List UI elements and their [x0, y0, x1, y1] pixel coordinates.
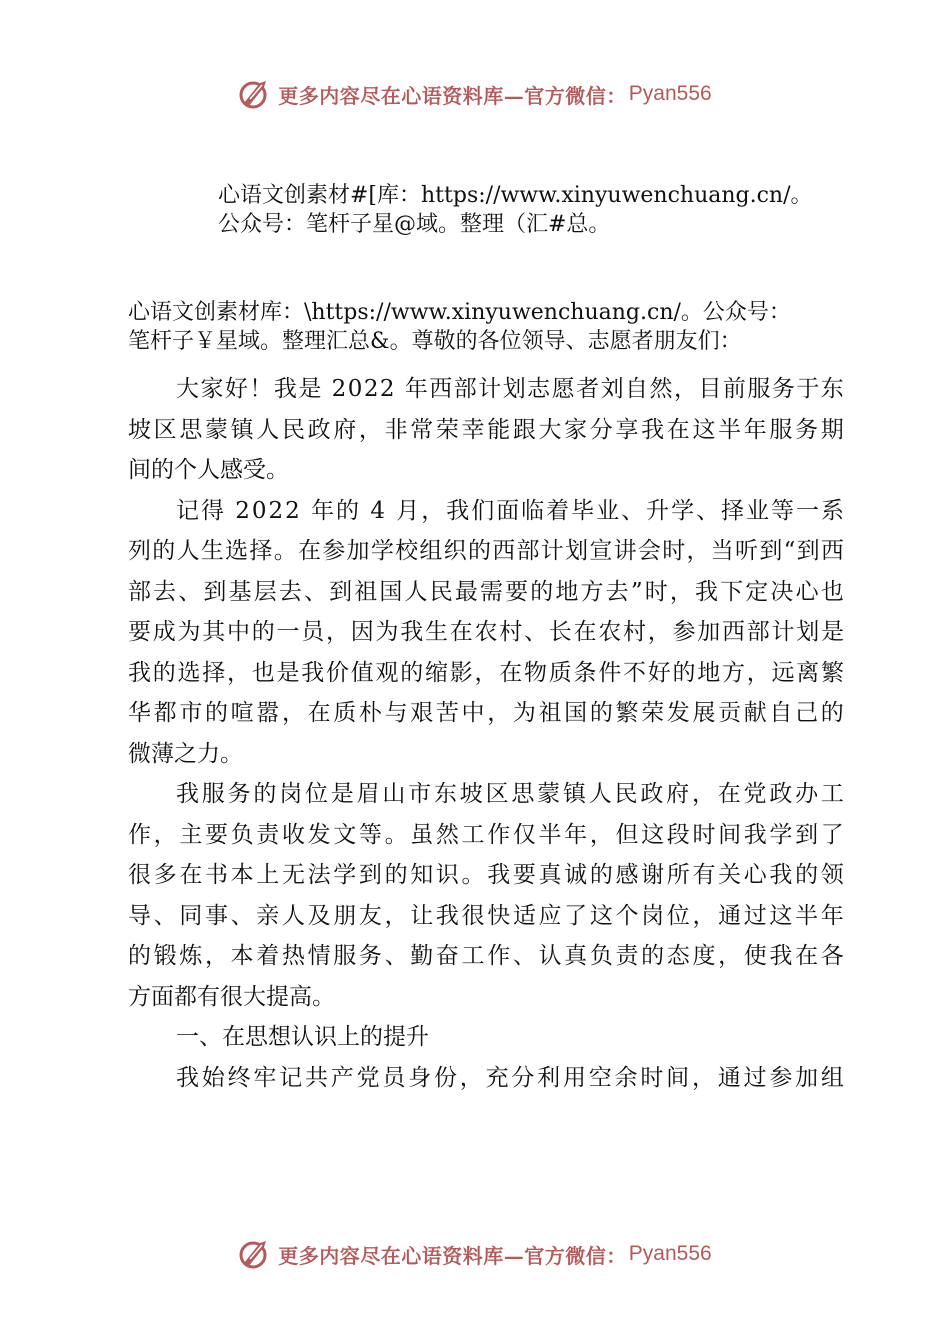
footer-banner: [0, 1232, 950, 1276]
body-line: 坡 区 思 蒙 镇 人 民 政 府 ， 非 常 荣 幸 能 跟 大 家 分 享 我 在 这 半 年 服 务 期: [128, 416, 844, 443]
body-line: 的 锻 炼 ， 本 着 热 情 服 务 、 勤 奋 工 作 、 认 真 负 责 的 态 度 ， 使 我 在 各: [128, 943, 844, 969]
body-line: 间的个人感受。: [128, 457, 289, 483]
source-note-line: 公众号：笔杆子星@域。整理（汇#总。: [218, 212, 611, 237]
intro-text: [128, 298, 848, 356]
footer-wechat-id: Pyan556: [628, 1242, 712, 1265]
source-note-line: 心语文创素材#[库：https://www.xinyuwenchuang.cn/。: [218, 183, 813, 208]
intro-line: 心语文创素材库：\https://www.xinyuwenchuang.cn/。公众号：: [128, 300, 791, 325]
header-banner: [0, 72, 950, 116]
body-line: 导 、 同 事 、 亲 人 及 朋 友 ， 让 我 很 快 适 应 了 这 个 岗 位 ， 通 过 这 半 年: [128, 902, 844, 929]
body-line: 要 成 为 其 中 的 一 员 ， 因 为 我 生 在 农 村 、 长 在 农 村 ， 参 加 西 部 计 划 是: [128, 619, 844, 645]
body-line: 很 多 在 书 本 上 无 法 学 到 的 知 识 。 我 要 真 诚 的 感 谢 所 有 关 心 我 的 领: [128, 862, 844, 888]
footer-banner-text: 更多内容尽在心语资料库—官方微信：: [278, 1243, 627, 1268]
body-line: 微薄之力。: [128, 740, 243, 767]
body-line: 列 的 人 生 选 择 。 在 参 加 学 校 组 织 的 西 部 计 划 宣 讲 会 时 ， 当 听 到 “ 到 西: [128, 538, 844, 564]
body-line: 记 得 2 0 2 2 年 的 4 月 ， 我 们 面 临 着 毕 业 、 升 学 、 择 业 等 一 系: [176, 497, 844, 524]
article-body: [128, 369, 844, 1098]
pen-logo-icon: [238, 77, 272, 111]
pen-logo-icon: [238, 1237, 272, 1271]
body-line: 我 服 务 的 岗 位 是 眉 山 市 东 坡 区 思 蒙 镇 人 民 政 府 ， 在 党 政 办 工: [176, 781, 844, 807]
body-line: 我 的 选 择 ， 也 是 我 价 值 观 的 缩 影 ， 在 物 质 条 件 不 好 的 地 方 ， 远 离 繁: [128, 659, 844, 686]
section-heading: 一、在思想认识上的提升: [176, 1024, 429, 1050]
body-line: 大 家 好 ！ 我 是 2 0 2 2 年 西 部 计 划 志 愿 者 刘 自 然 ， 目 前 服 务 于 东: [176, 376, 844, 402]
body-line: 华 都 市 的 喧 嚣 ， 在 质 朴 与 艰 苦 中 ， 为 祖 国 的 繁 荣 发 展 贡 献 自 己 的: [128, 700, 844, 726]
header-wechat-id: Pyan556: [628, 82, 712, 105]
source-note: [218, 181, 813, 239]
body-line: 部 去 、 到 基 层 去 、 到 祖 国 人 民 最 需 要 的 地 方 去 ” 时 ， 我 下 定 决 心 也: [128, 578, 844, 605]
body-line: 方面都有很大提高。: [128, 983, 335, 1010]
header-banner-text: 更多内容尽在心语资料库—官方微信：: [278, 83, 627, 108]
body-line: 我 始 终 牢 记 共 产 党 员 身 份 ， 充 分 利 用 空 余 时 间 ， 通 过 参 加 组: [176, 1064, 844, 1091]
intro-line: 笔杆子￥星域。整理汇总&。尊敬的各位领导、志愿者朋友们：: [128, 329, 742, 354]
body-line: 作 ， 主 要 负 责 收 发 文 等 。 虽 然 工 作 仅 半 年 ， 但 这 段 时 间 我 学 到 了: [128, 821, 844, 848]
